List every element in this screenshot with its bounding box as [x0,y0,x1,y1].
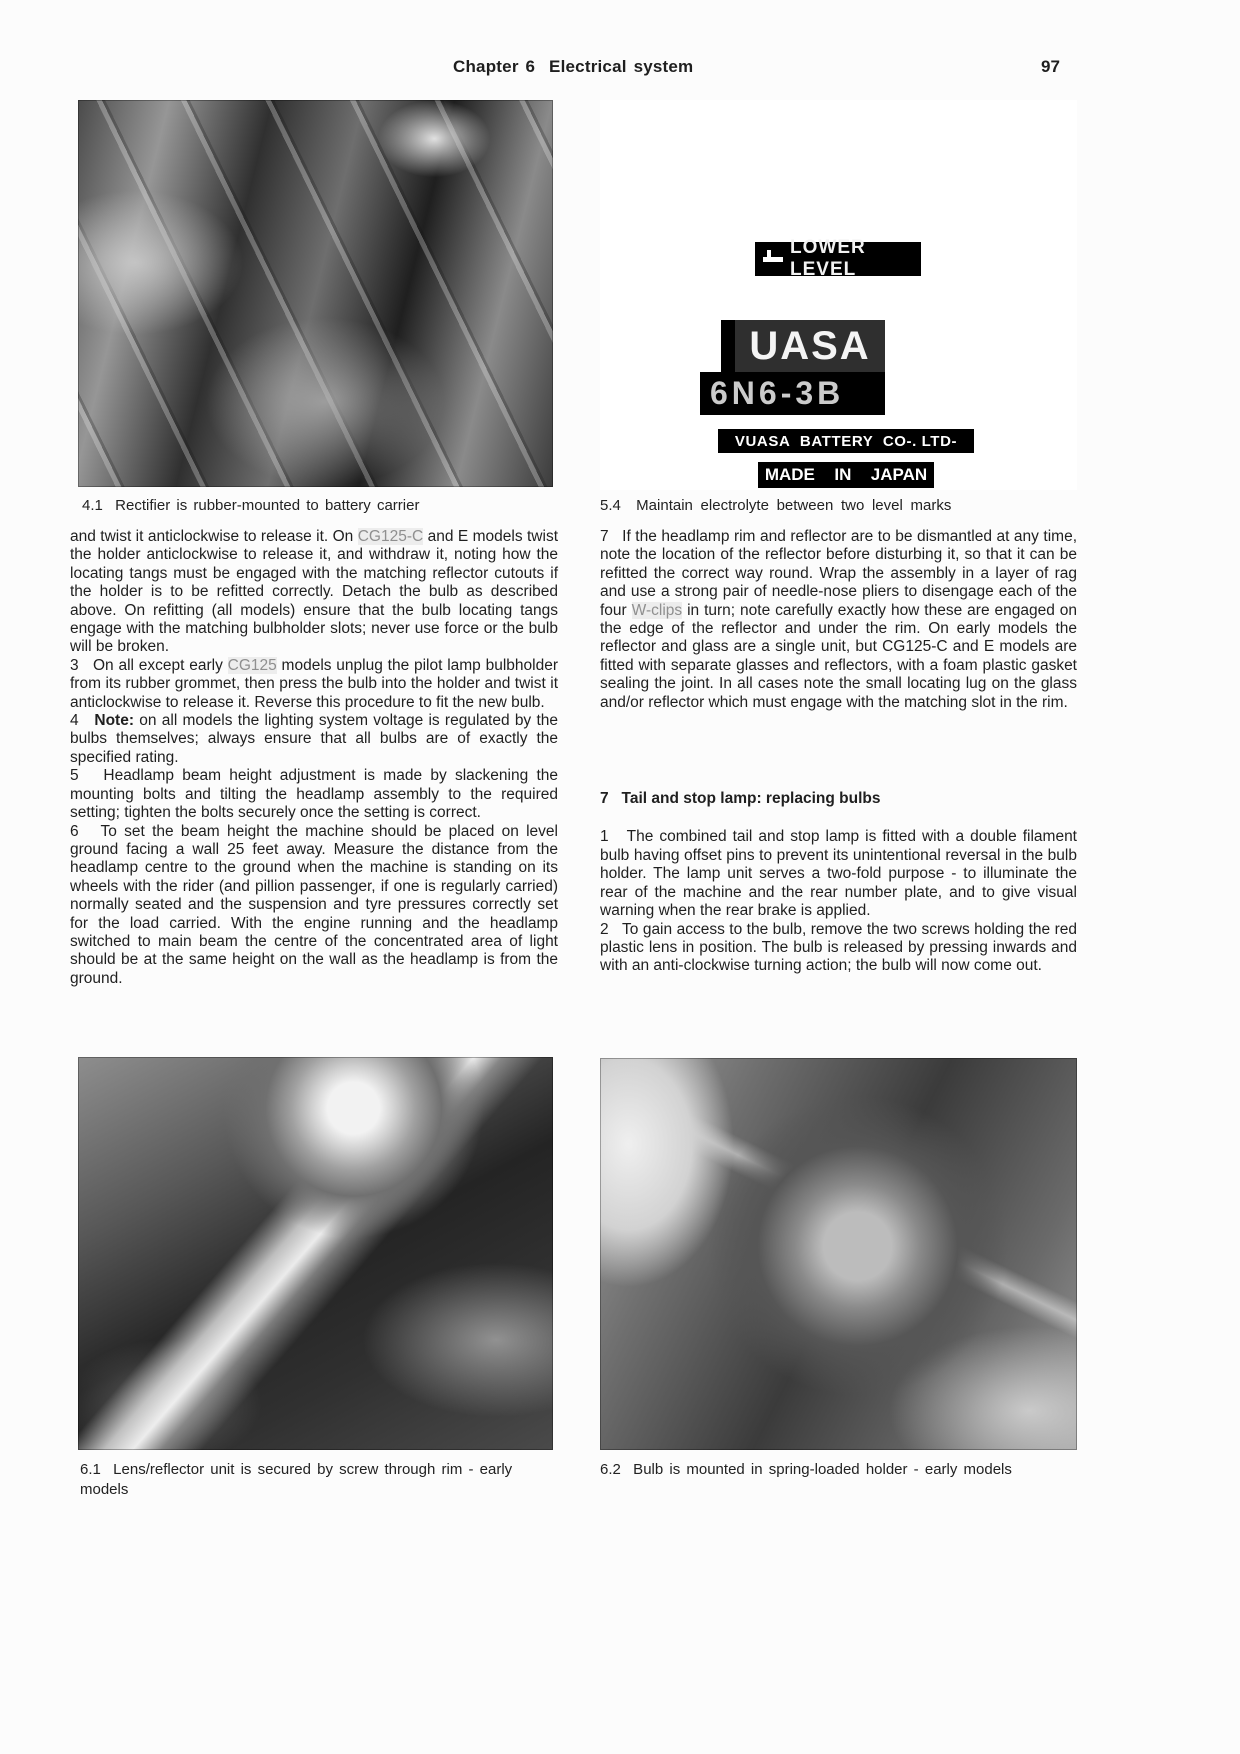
text-segment: 3 On all except early [70,656,228,674]
model-code-highlight: CG125 [227,656,277,674]
photo-battery-electrolyte [600,100,1077,490]
battery-brand-label: UASA [721,320,885,372]
text-segment: on all models the lighting system voltage is regulated by the bulbs themselves; always ensure that all bulbs are of exactly the specified rating. [70,712,558,766]
text-segment: and twist it anticlockwise to release it. On [70,528,358,545]
text-segment: 7 If the headlamp rim and reflector are to be dismantled at any time, note the location of the reflector before disturbing it, so that it can be refitted the correct way round. Wrap the assembly in a layer of rag and use a strong pair of needle-nose pliers to disengage each of the four [600,528,1077,619]
page-title: Chapter 6 Electrical system [453,57,694,76]
photo-bulb-holder [600,1058,1077,1450]
text-segment: in turn; note carefully exactly how these are engaged on the edge of the reflector and under the rim. On early models the reflector and glass are a single unit, but CG125-C and E models are fitted with separate glasses and reflectors, with a foam plastic gasket sealing the joint. In all cases note the small locating lug on the glass and/or reflector which must engage with the matching slot in the rim. [600,601,1077,711]
battery-origin-label: MADE IN JAPAN [758,462,934,488]
figure-caption-6-1: 6.1 Lens/reflector unit is secured by screw through rim - early models [80,1461,513,1498]
battery-lower-level-label [755,237,921,280]
photo-headlamp-screw [78,1057,553,1450]
figure-caption-5-4: 5.4 Maintain electrolyte between two level marks [600,497,952,514]
paragraph-4 [70,712,558,767]
battery-maker-label: VUASA BATTERY CO-. LTD- [718,429,974,453]
page-number: 97 [1041,57,1060,76]
figure-caption-4-1: 4.1 Rectifier is rubber-mounted to battery carrier [82,497,420,514]
right-column [600,528,1077,976]
paragraph-tail-1: 1 The combined tail and stop lamp is fitted with a double filament bulb having offset pins to prevent its unintentional reversal in the bulb holder. The lamp unit serves a two-fold purpose - to illuminate the rear of the machine and the rear number plate, and to give visual warning when the rear brake is applied. [600,828,1077,920]
text-segment: models unplug the pilot lamp bulbholder from its rubber grommet, then press the bulb into the holder and twist it anticlockwise to release it. Reverse this procedure to fit the new bulb. [70,656,558,711]
paragraph-2-continued [70,528,558,657]
paragraph-tail-2: 2 To gain access to the bulb, remove the two screws holding the red plastic lens in position. The bulb is released by pressing inwards and with an anti-clockwise turning action; the bulb will now come out. [600,920,1077,975]
level-mark-icon [763,257,783,262]
note-label: Note: [94,712,134,730]
paragraph-7 [600,528,1077,712]
battery-model-label: 6N6-3B [700,372,885,415]
figure-caption-6-2: 6.2 Bulb is mounted in spring-loaded holder - early models [600,1461,1012,1478]
model-code-highlight: CG125-C [357,528,424,545]
lower-level-text: LOWER LEVEL [790,237,866,280]
text-segment: and E models twist the holder anticlockwise to release it, and withdraw it, noting how the locating tangs must be engaged with the matching reflector cutouts if the holder is to be refitted correctly. Detach the bulb as described above. On refitting (all models) ensure that the bulb locating tangs engage with the matching bulbholder slots; never use force or the bulb will be broken. [70,528,558,656]
text-segment: 4 [70,712,95,730]
left-column [70,528,558,988]
paragraph-3 [70,657,558,712]
paragraph-5: 5 Headlamp beam height adjustment is made by slackening the mounting bolts and tilting the headlamp assembly to the required setting; tighten the bolts securely once the setting is correct. [70,767,558,822]
paragraph-6: 6 To set the beam height the machine should be placed on level ground facing a wall 25 feet away. Measure the distance from the headlamp centre to the ground when the machine is standing on its wheels with the rider (and pillion passenger, if one is regularly carried) normally seated and the suspension and tyre pressures correctly set for the load carried. With the engine running and the headlamp switched to main beam the centre of the concentrated area of light should be at the same height on the wall as the headlamp is from the ground. [70,822,558,987]
section-heading-tail-stop-lamp: 7 Tail and stop lamp: replacing bulbs [600,790,881,808]
photo-rectifier-battery-carrier [78,100,553,487]
w-clips-highlight: W-clips [631,601,683,619]
